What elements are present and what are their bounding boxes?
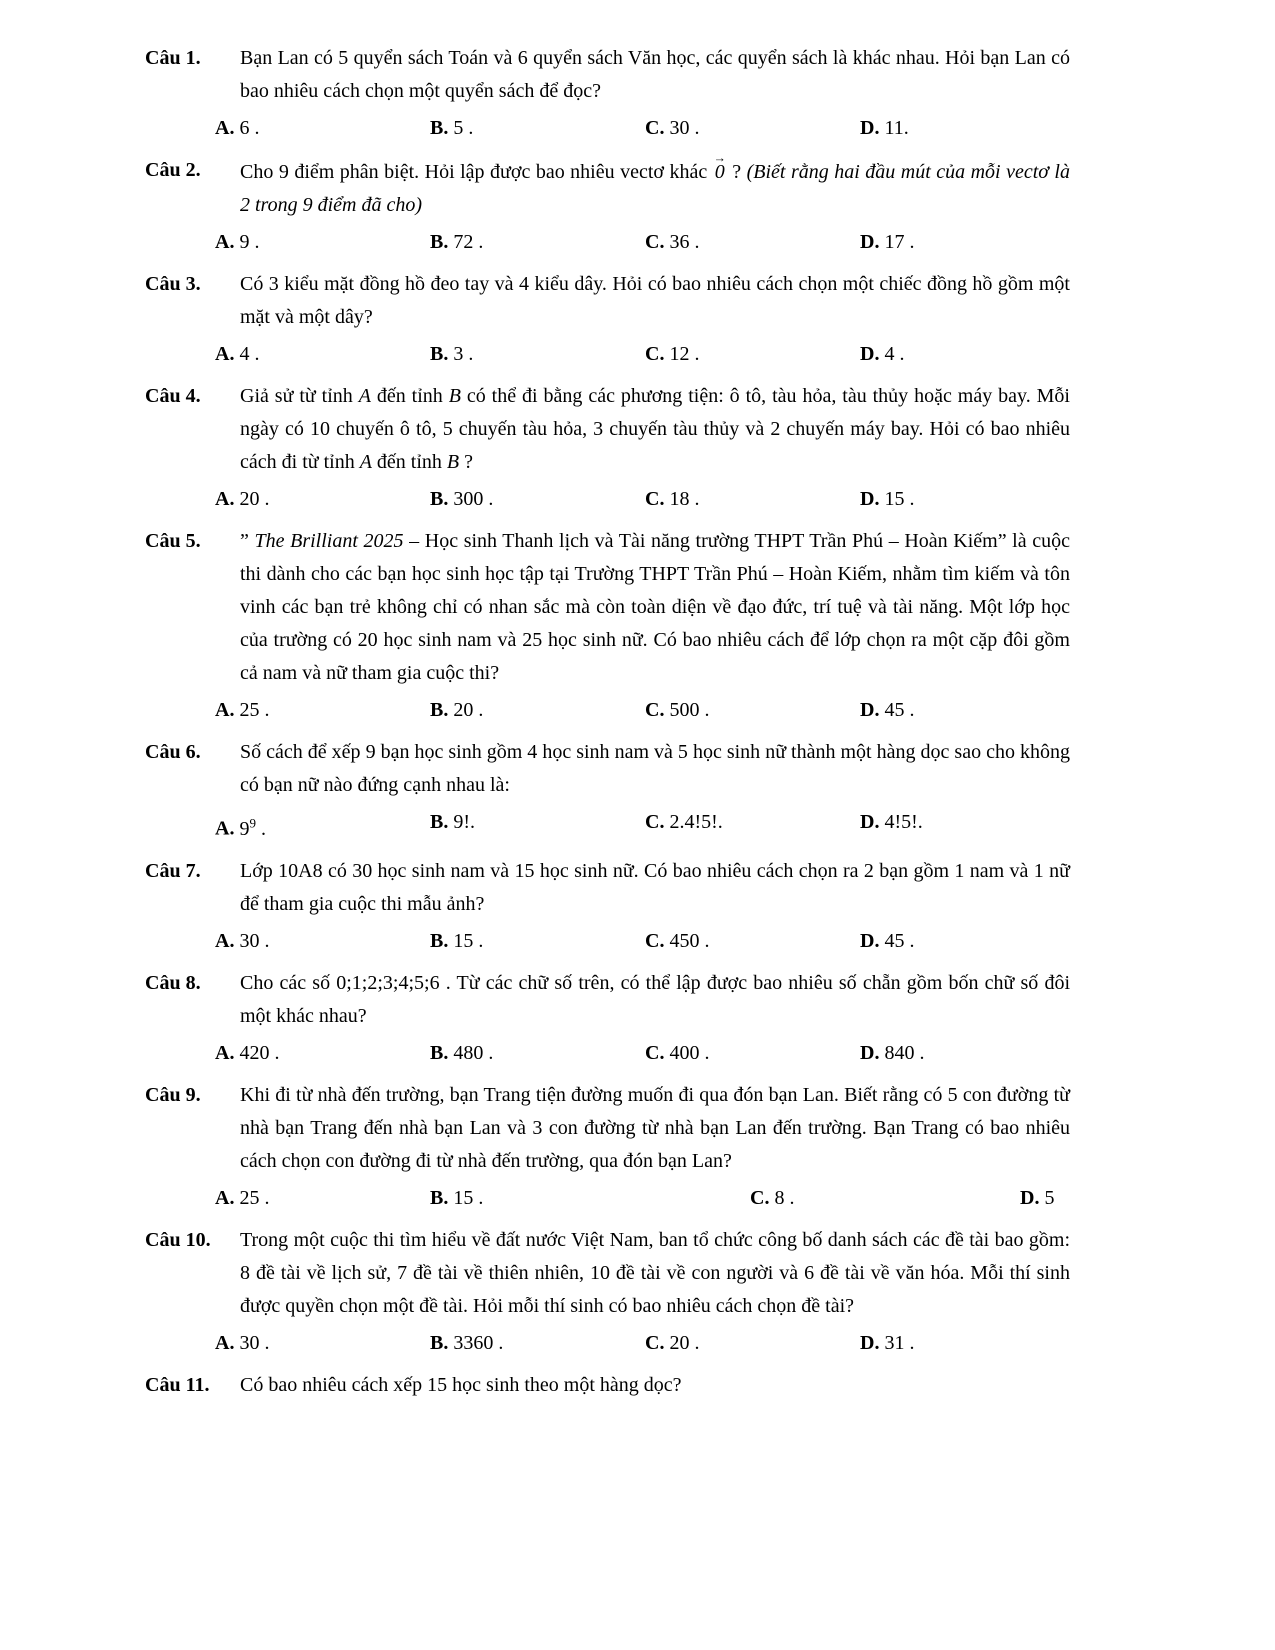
answer-value: 15 . xyxy=(453,1186,484,1209)
answer-row xyxy=(145,483,1070,516)
answer-label: B. xyxy=(430,929,449,952)
question-head xyxy=(145,380,1070,479)
question-head xyxy=(145,1369,1070,1402)
question-number: Câu 3. xyxy=(145,273,201,295)
answer-value: 420 . xyxy=(239,1041,280,1064)
question-number: Câu 6. xyxy=(145,741,201,763)
question-number: Câu 11. xyxy=(145,1373,210,1396)
question-number: Câu 5. xyxy=(145,530,201,552)
answer-option xyxy=(860,925,914,958)
answer-option xyxy=(860,112,909,145)
answer-label: D. xyxy=(860,1041,880,1064)
question-body: Giả sử từ tỉnh A đến tỉnh B có thể đi bằng các phương tiện: ô tô, tàu hỏa, tàu thủy hoặc máy bay. Mỗi ngày có 10 chuyến ô tô, 5 chuyến tàu hỏa, 3 chuyến tàu thủy và 2 chuyến máy bay. Hỏi có bao nhiêu cách đi từ tỉnh A đến tỉnh B ? xyxy=(240,385,1070,473)
answer-value: 72 . xyxy=(453,231,484,253)
answer-option xyxy=(860,1037,924,1070)
question-body: Trong một cuộc thi tìm hiểu về đất nước Việt Nam, ban tổ chức công bố danh sách các đề tài bao gồm: 8 đề tài về lịch sử, 7 đề tài về thiên nhiên, 10 đề tài về con người và 6 đề tài về văn hóa. Mỗi thí sinh được quyền chọn một đề tài. Hỏi mỗi thí sinh có bao nhiêu cách chọn đề tài? xyxy=(240,1228,1070,1317)
answer-label: D. xyxy=(860,929,880,952)
answer-value: 45 . xyxy=(884,929,915,952)
answer-label: D. xyxy=(860,811,880,833)
answer-row xyxy=(145,806,1070,846)
answer-value: 30 . xyxy=(239,1331,270,1354)
question-list xyxy=(145,42,1070,1402)
question-body: Số cách để xếp 9 bạn học sinh gồm 4 học sinh nam và 5 học sinh nữ thành một hàng dọc sao cho không có bạn nữ nào đứng cạnh nhau là: xyxy=(240,741,1070,796)
answer-label: C. xyxy=(645,343,665,365)
answer-row xyxy=(145,112,1070,145)
answer-value: 17 . xyxy=(884,231,915,253)
answer-value: 450 . xyxy=(669,929,710,952)
answer-label: A. xyxy=(215,117,235,139)
answer-value: 6 . xyxy=(239,117,260,139)
answer-option xyxy=(215,806,430,846)
answer-label: D. xyxy=(860,1331,880,1354)
answer-option xyxy=(860,694,914,727)
answer-label: A. xyxy=(215,1186,235,1209)
question-block xyxy=(145,1369,1070,1402)
question-block xyxy=(145,525,1070,727)
answer-option xyxy=(860,806,923,839)
answer-option xyxy=(645,338,860,371)
answer-option xyxy=(645,694,860,727)
answer-value: 25 . xyxy=(239,699,270,721)
answer-option xyxy=(645,226,860,259)
answer-row xyxy=(145,226,1070,259)
question-number: Câu 2. xyxy=(145,159,201,181)
answer-label: A. xyxy=(215,1331,235,1354)
answer-label: A. xyxy=(215,343,235,365)
answer-option xyxy=(215,483,430,516)
answer-option xyxy=(215,112,430,145)
answer-value: 15 . xyxy=(453,929,484,952)
answer-value: 18 . xyxy=(669,488,700,510)
answer-label: C. xyxy=(645,117,665,139)
question-block xyxy=(145,380,1070,516)
answer-label: C. xyxy=(645,231,665,253)
answer-option xyxy=(430,338,645,371)
answer-option xyxy=(645,112,860,145)
answer-option xyxy=(1020,1182,1054,1215)
answer-label: C. xyxy=(645,1331,665,1354)
answer-option xyxy=(430,483,645,516)
question-block xyxy=(145,967,1070,1070)
answer-option xyxy=(430,1327,645,1360)
answer-row xyxy=(145,1037,1070,1070)
answer-label: C. xyxy=(645,699,665,721)
answer-value: 4 . xyxy=(884,343,905,365)
answer-option xyxy=(860,338,904,371)
answer-value: 11. xyxy=(884,117,909,139)
question-head xyxy=(145,268,1070,334)
question-body: Cho các số 0;1;2;3;4;5;6 . Từ các chữ số trên, có thể lập được bao nhiêu số chẵn gồm bốn chữ số đôi một khác nhau? xyxy=(240,971,1070,1027)
answer-label: D. xyxy=(860,231,880,253)
answer-value: 20 . xyxy=(239,488,270,510)
answer-label: B. xyxy=(430,1331,449,1354)
answer-option xyxy=(215,694,430,727)
answer-label: D. xyxy=(1020,1186,1040,1209)
answer-row xyxy=(145,1327,1070,1360)
question-number: Câu 9. xyxy=(145,1083,201,1106)
answer-option xyxy=(430,694,645,727)
answer-value: 4!5!. xyxy=(884,811,923,833)
question-body: Khi đi từ nhà đến trường, bạn Trang tiện đường muốn đi qua đón bạn Lan. Biết rằng có 5 con đường từ nhà bạn Trang đến nhà bạn Lan và 3 con đường từ nhà bạn Lan đến trường. Bạn Trang có bao nhiêu cách chọn con đường đi từ nhà đến trường, qua đón bạn Lan? xyxy=(240,1083,1070,1172)
answer-value: 15 . xyxy=(884,488,915,510)
question-block xyxy=(145,855,1070,958)
question-body: Có bao nhiêu cách xếp 15 học sinh theo một hàng dọc? xyxy=(240,1373,682,1396)
answer-label: A. xyxy=(215,699,235,721)
answer-label: B. xyxy=(430,117,449,139)
vector-zero-symbol: → 0 xyxy=(715,154,725,189)
answer-label: B. xyxy=(430,1041,449,1064)
answer-value: 300 . xyxy=(453,488,494,510)
question-head xyxy=(145,525,1070,690)
answer-option xyxy=(430,1037,645,1070)
answer-row xyxy=(145,694,1070,727)
answer-option xyxy=(645,806,860,839)
answer-label: D. xyxy=(860,699,880,721)
answer-value: 5 xyxy=(1044,1186,1055,1209)
answer-option xyxy=(645,925,860,958)
answer-label: B. xyxy=(430,1186,449,1209)
question-body: Cho 9 điểm phân biệt. Hỏi lập được bao nhiêu vectơ khác → 0 ? (Biết rằng hai đầu mút của mỗi vectơ là 2 trong 9 điểm đã cho) xyxy=(240,154,1070,222)
question-head xyxy=(145,967,1070,1033)
answer-value: 9 . xyxy=(239,231,260,253)
question-block xyxy=(145,268,1070,371)
answer-value: 30 . xyxy=(669,117,700,139)
answer-value: 3360 . xyxy=(453,1331,504,1354)
answer-label: B. xyxy=(430,488,449,510)
answer-value: 20 . xyxy=(669,1331,700,1354)
answer-label: C. xyxy=(645,929,665,952)
answer-option xyxy=(215,226,430,259)
answer-value: 45 . xyxy=(884,699,915,721)
answer-row xyxy=(145,925,1070,958)
answer-option xyxy=(215,1182,430,1215)
question-number: Câu 7. xyxy=(145,859,201,882)
question-number: Câu 10. xyxy=(145,1228,211,1251)
answer-option xyxy=(215,1327,430,1360)
answer-value: 500 . xyxy=(669,699,710,721)
question-block xyxy=(145,154,1070,259)
answer-value: 480 . xyxy=(453,1041,494,1064)
answer-label: D. xyxy=(860,343,880,365)
answer-label: B. xyxy=(430,343,449,365)
question-block xyxy=(145,1079,1070,1215)
answer-label: C. xyxy=(645,488,665,510)
answer-label: D. xyxy=(860,117,880,139)
answer-label: A. xyxy=(215,929,235,952)
answer-option xyxy=(860,226,914,259)
question-head xyxy=(145,1079,1070,1178)
question-body: ” The Brilliant 2025 – Học sinh Thanh lịch và Tài năng trường THPT Trần Phú – Hoàn Kiếm” là cuộc thi dành cho các bạn học sinh học tập tại Trường THPT Trần Phú – Hoàn Kiếm, nhằm tìm kiếm và tôn vinh các bạn trẻ không chỉ có nhan sắc mà còn toàn diện về đạo đức, trí tuệ và tài năng. Một lớp học của trường có 20 học sinh nam và 25 học sinh nữ. Có bao nhiêu cách để lớp chọn ra một cặp đôi gồm cả nam và nữ tham gia cuộc thi? xyxy=(240,530,1070,684)
question-number: Câu 8. xyxy=(145,971,201,994)
answer-value: 25 . xyxy=(239,1186,270,1209)
answer-label: C. xyxy=(645,1041,665,1064)
answer-value: 30 . xyxy=(239,929,270,952)
question-head xyxy=(145,42,1070,108)
answer-value: 36 . xyxy=(669,231,700,253)
answer-option xyxy=(430,806,645,839)
answer-value: 5 . xyxy=(453,117,474,139)
answer-value: 8 . xyxy=(774,1186,795,1209)
question-block xyxy=(145,42,1070,145)
question-body: Có 3 kiểu mặt đồng hồ đeo tay và 4 kiểu dây. Hỏi có bao nhiêu cách chọn một chiếc đồng hồ gồm một mặt và một dây? xyxy=(240,273,1070,328)
question-head xyxy=(145,855,1070,921)
question-body: Lớp 10A8 có 30 học sinh nam và 15 học sinh nữ. Có bao nhiêu cách chọn ra 2 bạn gồm 1 nam và 1 nữ để tham gia cuộc thi mẫu ảnh? xyxy=(240,859,1070,915)
answer-value: $9^9$ . xyxy=(239,815,266,840)
question-block xyxy=(145,1224,1070,1360)
answer-label: C. xyxy=(645,811,665,833)
question-number: Câu 1. xyxy=(145,47,201,69)
answer-value: 3 . xyxy=(453,343,474,365)
answer-option xyxy=(645,483,860,516)
answer-label: A. xyxy=(215,231,235,253)
answer-option xyxy=(430,1182,750,1215)
answer-label: B. xyxy=(430,811,449,833)
answer-label: B. xyxy=(430,231,449,253)
answer-value: 31 . xyxy=(884,1331,915,1354)
answer-row xyxy=(145,1182,1070,1215)
answer-option xyxy=(215,925,430,958)
answer-option xyxy=(430,925,645,958)
answer-label: A. xyxy=(215,817,235,840)
answer-option xyxy=(215,1037,430,1070)
answer-label: D. xyxy=(860,488,880,510)
answer-value: 4 . xyxy=(239,343,260,365)
answer-option xyxy=(430,226,645,259)
answer-value: 2.4!5!. xyxy=(669,811,723,833)
question-head xyxy=(145,1224,1070,1323)
answer-option xyxy=(430,112,645,145)
answer-label: A. xyxy=(215,1041,235,1064)
answer-option xyxy=(645,1037,860,1070)
answer-option xyxy=(645,1327,860,1360)
answer-value: 12 . xyxy=(669,343,700,365)
question-body: Bạn Lan có 5 quyển sách Toán và 6 quyển sách Văn học, các quyển sách là khác nhau. Hỏi bạn Lan có bao nhiêu cách chọn một quyển sách để đọc? xyxy=(240,47,1070,102)
answer-option xyxy=(750,1182,1020,1215)
question-head xyxy=(145,736,1070,802)
question-block xyxy=(145,736,1070,846)
answer-label: C. xyxy=(750,1186,770,1209)
answer-value: 9!. xyxy=(453,811,476,833)
answer-option xyxy=(215,338,430,371)
answer-value: 20 . xyxy=(453,699,484,721)
answer-value: 840 . xyxy=(884,1041,925,1064)
answer-label: B. xyxy=(430,699,449,721)
answer-label: A. xyxy=(215,488,235,510)
question-number: Câu 4. xyxy=(145,385,201,407)
answer-option xyxy=(860,483,914,516)
answer-value: 400 . xyxy=(669,1041,710,1064)
question-head xyxy=(145,154,1070,222)
answer-option xyxy=(860,1327,914,1360)
answer-row xyxy=(145,338,1070,371)
